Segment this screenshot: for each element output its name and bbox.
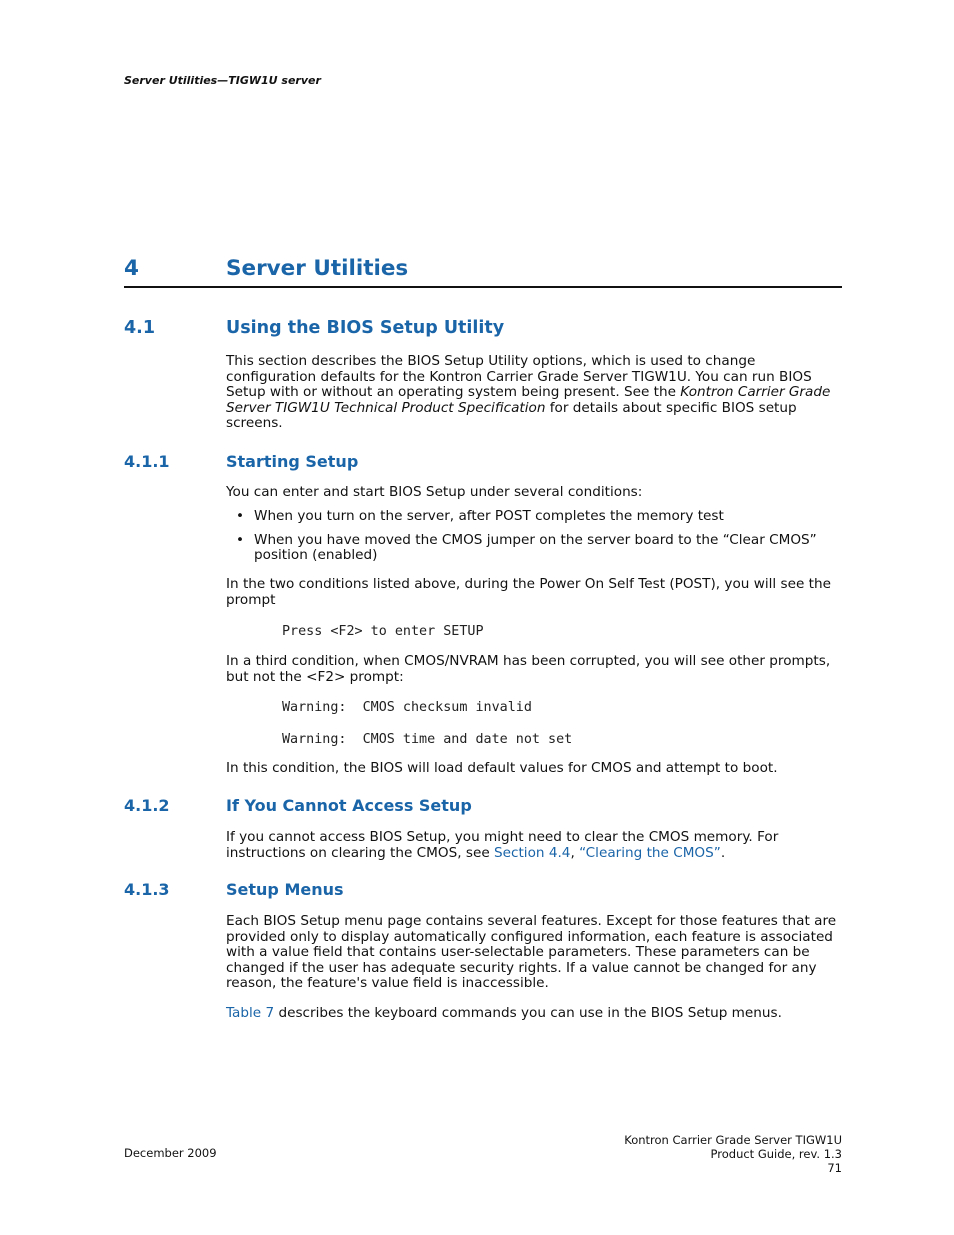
post-paragraph: In the two conditions listed above, during the Power On Self Test (POST), you will see the prompt — [226, 576, 831, 608]
list-item — [226, 509, 842, 525]
conditions-list — [226, 509, 842, 572]
setup-menus-paragraph: Each BIOS Setup menu page contains several features. Except for those features that are provided only to display automatically configured information, each feature is associated with a value field that contains user-selectable parameters. These parameters can be changed if the user has adequate security rights. If a value cannot be changed for any reason, the feature's value field is inaccessible. — [226, 913, 837, 992]
text-span: for details about specific BIOS setup screens. — [226, 399, 797, 432]
section-heading-4-1 — [124, 318, 504, 338]
text-span: If you cannot access BIOS Setup, you might need to clear the CMOS memory. For instructions on clearing the CMOS, see — [226, 829, 779, 861]
code-warning-checksum: Warning: CMOS checksum invalid — [282, 700, 532, 715]
text-span: This section describes the BIOS Setup Utility options, which is used to change configuration defaults for the Kontron Carrier Grade Server TIGW1U. You can run BIOS Setup with or without an operating system being present. See the — [226, 353, 812, 401]
text-span: , — [570, 844, 580, 861]
code-prompt: Press <F2> to enter SETUP — [282, 624, 484, 639]
list-item-text: When you turn on the server, after POST completes the memory test — [254, 508, 724, 524]
list-item-text: When you have moved the CMOS jumper on the server board to the “Clear CMOS” position (enabled) — [254, 531, 817, 564]
chapter-number: 4 — [124, 256, 139, 281]
section-heading-4-1-1 — [124, 452, 358, 471]
section-title: Setup Menus — [226, 880, 344, 899]
footer-date: December 2009 — [124, 1146, 217, 1160]
starting-setup-intro: You can enter and start BIOS Setup under several conditions: — [226, 484, 643, 500]
clearing-cmos-link[interactable]: “Clearing the CMOS” — [579, 844, 721, 861]
section-title: If You Cannot Access Setup — [226, 796, 472, 815]
section-number: 4.1 — [124, 318, 156, 338]
text-span: . — [720, 844, 726, 861]
chapter-heading — [124, 256, 842, 288]
footer-product-info — [624, 1133, 842, 1175]
chapter-title: Server Utilities — [226, 256, 409, 281]
section-title: Using the BIOS Setup Utility — [226, 318, 505, 338]
footer-guide: Product Guide, rev. 1.3 — [710, 1147, 842, 1161]
section-number: 4.1.3 — [124, 880, 170, 899]
section-4-4-link[interactable]: Section 4.4 — [494, 844, 571, 861]
section-title: Starting Setup — [226, 452, 359, 471]
load-defaults-paragraph: In this condition, the BIOS will load default values for CMOS and attempt to boot. — [226, 760, 778, 776]
document-title-reference: Kontron Carrier Grade Server TIGW1U Technical Product Specification — [226, 384, 831, 416]
list-item — [226, 533, 842, 564]
table-reference-paragraph — [226, 1006, 842, 1022]
section-number: 4.1.1 — [124, 452, 170, 471]
code-warning-time: Warning: CMOS time and date not set — [282, 732, 573, 747]
bullet-icon: • — [236, 531, 245, 548]
running-header: Server Utilities—TIGW1U server — [124, 74, 321, 87]
section-4-1-paragraph — [226, 354, 842, 432]
page-number: 71 — [827, 1161, 842, 1175]
section-heading-4-1-3 — [124, 880, 344, 899]
bullet-icon: • — [236, 508, 245, 524]
section-number: 4.1.2 — [124, 796, 170, 815]
footer-product: Kontron Carrier Grade Server TIGW1U — [624, 1133, 842, 1147]
text-span: describes the keyboard commands you can use in the BIOS Setup menus. — [274, 1005, 782, 1021]
section-heading-4-1-2 — [124, 796, 472, 815]
cannot-access-paragraph — [226, 830, 842, 861]
third-condition-paragraph: In a third condition, when CMOS/NVRAM has been corrupted, you will see other prompts, but not the <F2> prompt: — [226, 653, 831, 685]
table-7-link[interactable]: Table 7 — [226, 1005, 275, 1021]
